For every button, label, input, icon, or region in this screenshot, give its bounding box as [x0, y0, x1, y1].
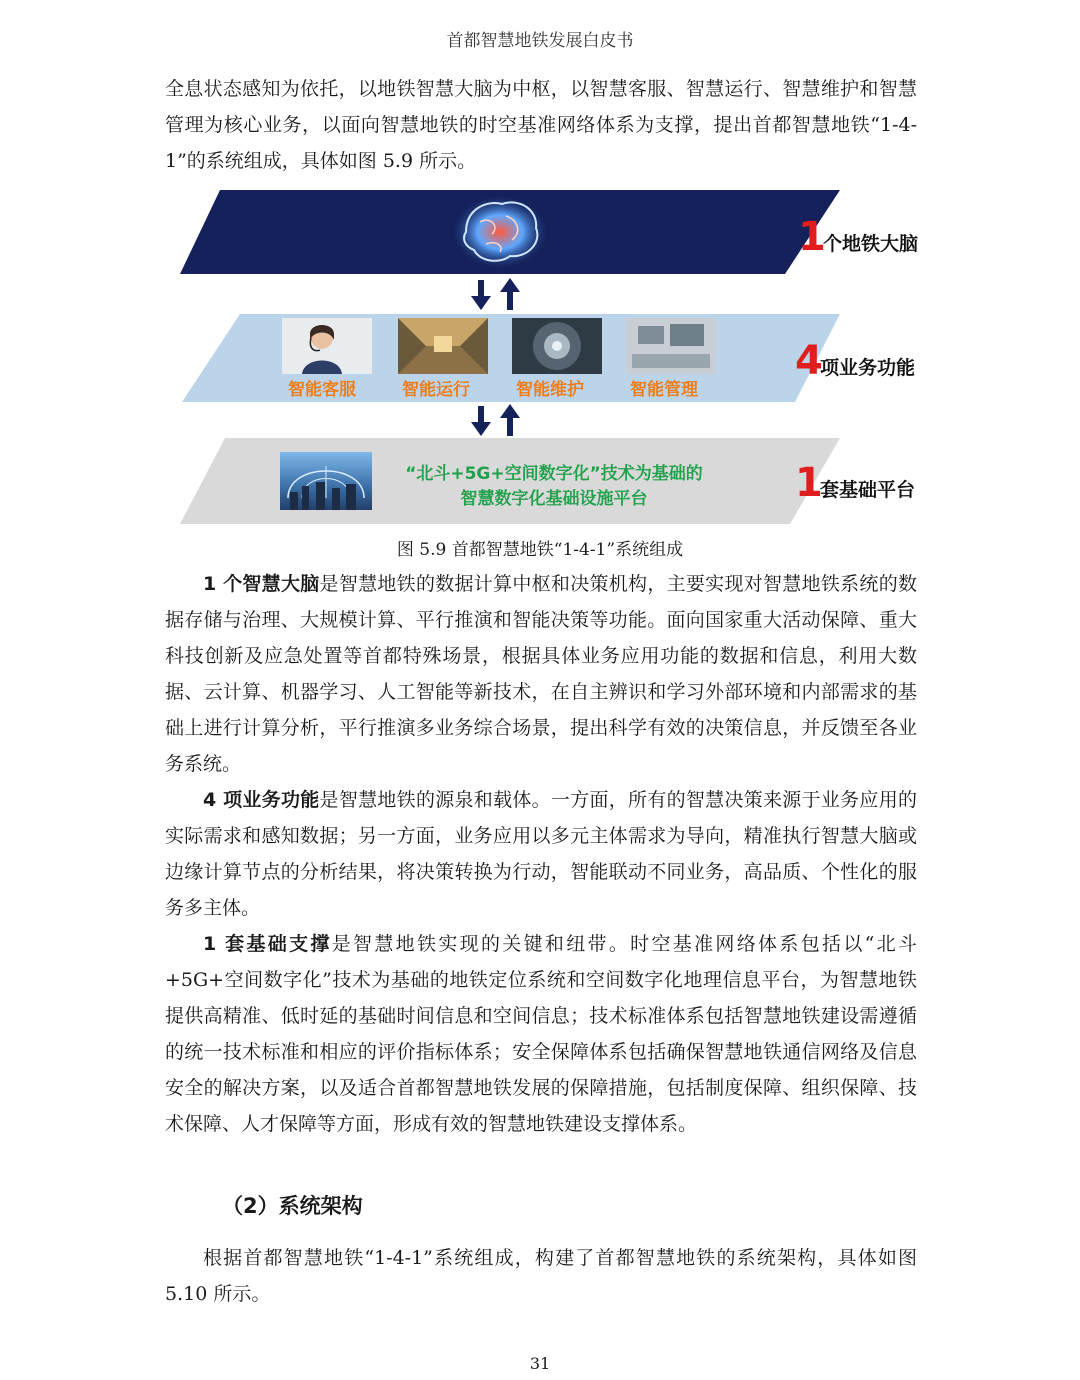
function-label-1: 智能客服 — [288, 380, 356, 400]
city-globe-image — [280, 452, 372, 510]
train-interior-image — [398, 318, 488, 374]
running-header: 首都智慧地铁发展白皮书 — [446, 31, 634, 51]
layer2-number: 4 — [795, 338, 823, 384]
brain-image — [450, 194, 550, 270]
function-label-4: 智能管理 — [630, 380, 698, 400]
arrow-up-icon — [500, 404, 520, 436]
brain-paragraph-text: 是智慧地铁的数据计算中枢和决策机构，主要实现对智慧地铁系统的数据存储与治理、大规模计算、平行推演和智能决策等功能。面向国家重大活动保障、重大科技创新及应急处置等首都特殊场景，根据具体业务应用功能的数据和信息，利用大数据、云计算、机器学习、人工智能等新技术，在自主辨识和学习外部环境和内部需求的基础上进行计算分析，平行推演多业务综合场景，提出科学有效的决策信息，并反馈至各业务系统。 — [165, 573, 917, 775]
layer1-label: 个地铁大脑 — [823, 233, 919, 255]
layer1-number: 1 — [798, 214, 826, 260]
tunnel-image — [512, 318, 602, 374]
architecture-paragraph: 根据首都智慧地铁“1-4-1”系统组成，构建了首都智慧地铁的系统架构，具体如图 5.10 所示。 — [165, 1247, 917, 1305]
business-paragraph-lead: 4 项业务功能 — [203, 789, 320, 811]
platform-line-1: “北斗+5G+空间数字化”技术为基础的 — [405, 464, 703, 484]
brain-paragraph-lead: 1 个智慧大脑 — [203, 573, 320, 595]
system-composition-diagram — [170, 186, 940, 526]
brain-paragraph — [165, 566, 917, 782]
intro-paragraph: 全息状态感知为依托，以地铁智慧大脑为中枢，以智慧客服、智慧运行、智慧维护和智慧管理为核心业务，以面向智慧地铁的时空基准网络体系为支撑，提出首都智慧地铁“1-4-1”的系统组成，具体如图 5.9 所示。 — [165, 78, 917, 172]
section-heading: （2）系统架构 — [222, 1194, 363, 1218]
control-room-image — [626, 318, 716, 374]
function-label-3: 智能维护 — [516, 380, 584, 400]
support-paragraph — [165, 926, 917, 1142]
arrow-up-icon — [500, 278, 520, 310]
layer2-label: 项业务功能 — [820, 357, 916, 379]
figure-caption: 图 5.9 首都智慧地铁“1-4-1”系统组成 — [396, 540, 684, 560]
page-number: 31 — [529, 1354, 551, 1373]
business-paragraph-text: 是智慧地铁的源泉和载体。一方面，所有的智慧决策来源于业务应用的实际需求和感知数据；另一方面，业务应用以多元主体需求为导向，精准执行智慧大脑或边缘计算节点的分析结果，将决策转换为行动，智能联动不同业务，高品质、个性化的服务多主体。 — [165, 789, 917, 919]
platform-line-2: 智慧数字化基础设施平台 — [460, 489, 648, 509]
customer-service-image — [282, 318, 372, 374]
layer3-label: 套基础平台 — [820, 479, 916, 501]
support-paragraph-lead: 1 套基础支撑 — [203, 933, 332, 955]
arrow-down-icon — [471, 280, 491, 310]
arrow-down-icon — [471, 406, 491, 436]
function-label-2: 智能运行 — [402, 380, 470, 400]
layer3-number: 1 — [795, 460, 823, 506]
business-paragraph — [165, 782, 917, 926]
support-paragraph-text: 是智慧地铁实现的关键和纽带。时空基准网络体系包括以“北斗+5G+空间数字化”技术为基础的地铁定位系统和空间数字化地理信息平台，为智慧地铁提供高精准、低时延的基础时间信息和空间信息；技术标准体系包括智慧地铁建设需遵循的统一技术标准和相应的评价指标体系；安全保障体系包括确保智慧地铁通信网络及信息安全的解决方案，以及适合首都智慧地铁发展的保障措施，包括制度保障、组织保障、技术保障、人才保障等方面，形成有效的智慧地铁建设支撑体系。 — [165, 933, 917, 1135]
business-layer-plane — [182, 314, 840, 402]
